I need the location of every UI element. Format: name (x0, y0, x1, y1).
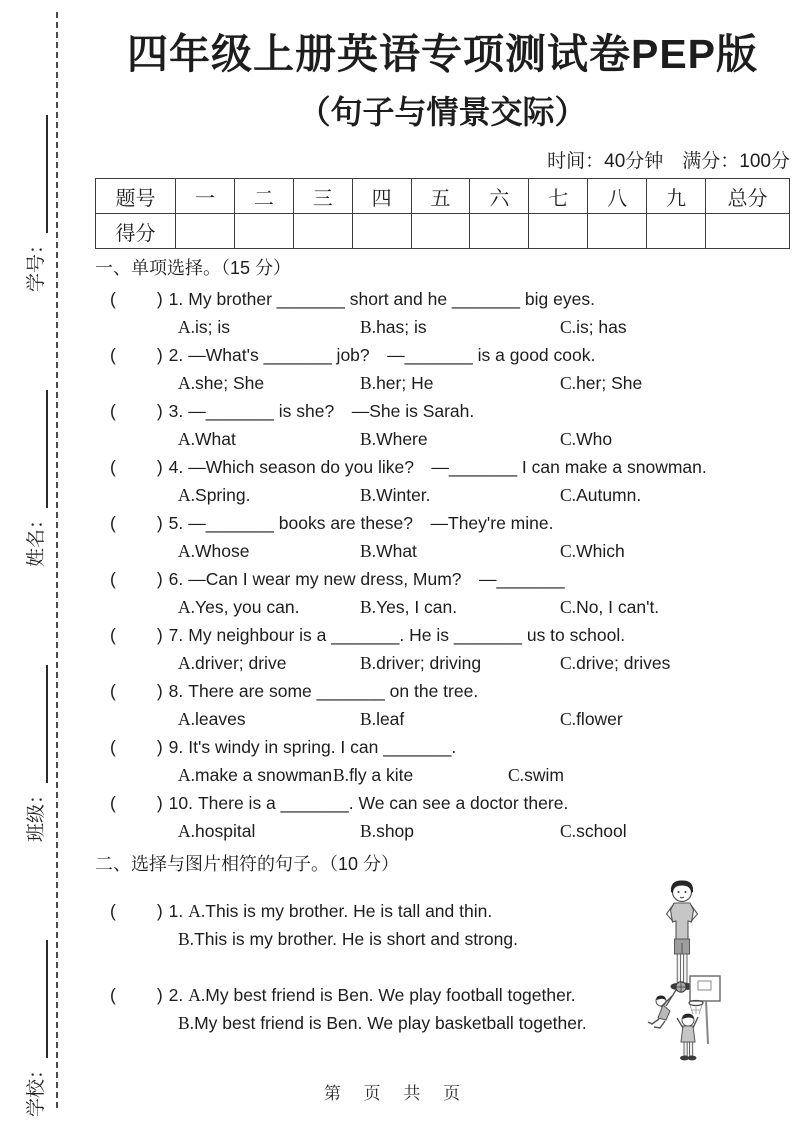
class-label: 班级： (26, 785, 47, 843)
answer-paren: ( ) (110, 513, 165, 533)
option-c: C.is; has (560, 317, 627, 337)
name-blank-line (44, 390, 48, 508)
option-a: A.make a snowman (178, 765, 333, 785)
option-a: A.hospital (178, 821, 256, 841)
option-c: C.No, I can't. (560, 597, 660, 617)
question-6 (95, 565, 790, 621)
score-cell (176, 214, 235, 249)
question-5 (95, 509, 790, 565)
option-b: B.has; is (360, 317, 427, 337)
question-number: 1. (168, 289, 184, 309)
question-number: 4. (168, 457, 184, 477)
option-a: A.This is my brother. He is tall and thin. (188, 901, 493, 921)
score-cell (352, 214, 411, 249)
answer-paren: ( ) (110, 681, 165, 701)
class-blank-line (44, 665, 48, 783)
score-cell (529, 214, 588, 249)
option-b: B.leaf (360, 709, 405, 729)
score-header-cell: 三 (293, 179, 352, 214)
section1-heading: 一、单项选择。（15 分） (95, 258, 292, 278)
question-3 (95, 397, 790, 453)
option-c: C.Which (560, 541, 625, 561)
time-score-info: 时间：40分钟 满分：100分 (547, 151, 790, 172)
score-header-cell: 题号 (96, 179, 176, 214)
score-header-cell: 五 (411, 179, 470, 214)
option-a: A.Yes, you can. (178, 597, 300, 617)
option-a: A.is; is (178, 317, 231, 337)
page-footer: 第 页 共 页 (323, 1084, 470, 1103)
question-number: 5. (168, 513, 184, 533)
option-a: A.leaves (178, 709, 246, 729)
answer-paren: ( ) (110, 457, 165, 477)
score-table (95, 178, 790, 249)
score-cell (293, 214, 352, 249)
score-header-cell: 九 (647, 179, 706, 214)
question-text: My neighbour is a _______. He is _______ us to school. (188, 625, 626, 645)
option-c: C.flower (560, 709, 623, 729)
answer-paren: ( ) (110, 289, 165, 309)
question-number: 1. (168, 901, 184, 921)
option-c: C.Autumn. (560, 485, 642, 505)
option-a: A.driver; drive (178, 653, 287, 673)
question-text: —_______ books are these? —They're mine. (188, 513, 554, 533)
question-number: 7. (168, 625, 184, 645)
question-number: 3. (168, 401, 184, 421)
score-cell (411, 214, 470, 249)
score-header-cell: 一 (176, 179, 235, 214)
option-c: C.her; She (560, 373, 643, 393)
option-b: B.shop (360, 821, 415, 841)
score-header-cell: 总分 (706, 179, 790, 214)
question-text: There are some _______ on the tree. (188, 681, 479, 701)
score-cell (647, 214, 706, 249)
question-text: —_______ is she? —She is Sarah. (188, 401, 475, 421)
option-b: B.This is my brother. He is short and strong. (178, 929, 518, 949)
question-number: 6. (168, 569, 184, 589)
option-b: B.Yes, I can. (360, 597, 458, 617)
answer-paren: ( ) (110, 737, 165, 757)
question-7 (95, 621, 790, 677)
student-id-blank-line (44, 115, 48, 233)
sidebar-field-student-id (21, 115, 48, 292)
question-number: 8. (168, 681, 184, 701)
option-b: B.What (360, 541, 417, 561)
margin-dashed-line (56, 12, 58, 1108)
option-b: B.Where (360, 429, 428, 449)
question-number: 10. (168, 793, 193, 813)
student-info-margin (8, 101, 48, 1131)
answer-paren: ( ) (110, 625, 165, 645)
page-title: 四年级上册英语专项测试卷PEP版 (126, 31, 759, 77)
score-table-score-row (96, 214, 790, 249)
option-c: C.school (560, 821, 627, 841)
score-cell (588, 214, 647, 249)
option-b: B.fly a kite (333, 765, 414, 785)
answer-paren: ( ) (110, 901, 165, 921)
score-cell (706, 214, 790, 249)
question-number: 2. (168, 985, 184, 1005)
question-text: —Which season do you like? —_______ I can make a snowman. (188, 457, 707, 477)
score-header-cell: 四 (352, 179, 411, 214)
question-4 (95, 453, 790, 509)
kids-playing-basketball-image (646, 974, 724, 1069)
answer-paren: ( ) (110, 345, 165, 365)
score-table-header-row (96, 179, 790, 214)
score-header-cell: 二 (234, 179, 293, 214)
option-c: C.Who (560, 429, 613, 449)
question-8 (95, 677, 790, 733)
question-text: —Can I wear my new dress, Mum? —_______ (188, 569, 565, 589)
section2 (95, 853, 790, 1037)
option-a: A.My best friend is Ben. We play football together. (188, 985, 576, 1005)
option-b: B.My best friend is Ben. We play basketball together. (178, 1013, 587, 1033)
option-b: B.Winter. (360, 485, 431, 505)
option-a: A.Whose (178, 541, 250, 561)
option-a: A.Spring. (178, 485, 251, 505)
option-a: A.What (178, 429, 236, 449)
option-b: B.her; He (360, 373, 434, 393)
question-1 (95, 285, 790, 341)
question-10 (95, 789, 790, 845)
option-b: B.driver; driving (360, 653, 482, 673)
paper-body (95, 0, 790, 1037)
sidebar-field-class (21, 665, 48, 842)
question-number: 2. (168, 345, 184, 365)
answer-paren: ( ) (110, 985, 165, 1005)
question-9 (95, 733, 790, 789)
school-blank-line (44, 940, 48, 1058)
question-number: 9. (168, 737, 184, 757)
answer-paren: ( ) (110, 793, 165, 813)
score-header-cell: 六 (470, 179, 529, 214)
score-header-cell: 八 (588, 179, 647, 214)
question-text: There is a _______. We can see a doctor there. (197, 793, 569, 813)
answer-paren: ( ) (110, 569, 165, 589)
option-a: A.she; She (178, 373, 265, 393)
question-text: It's windy in spring. I can _______. (188, 737, 457, 757)
score-header-cell: 七 (529, 179, 588, 214)
page-subtitle: （句子与情景交际） (298, 94, 587, 130)
section2-heading: 二、选择与图片相符的句子。（10 分） (95, 854, 400, 874)
option-c: C.drive; drives (560, 653, 671, 673)
question-2 (95, 341, 790, 397)
answer-paren: ( ) (110, 401, 165, 421)
question-text: My brother _______ short and he _______ big eyes. (188, 289, 595, 309)
name-label: 姓名： (26, 510, 47, 568)
sidebar-field-name (21, 390, 48, 567)
score-cell (470, 214, 529, 249)
score-row-label: 得分 (96, 214, 176, 249)
school-label: 学校： (26, 1059, 47, 1117)
student-id-label: 学号： (26, 235, 47, 293)
score-cell (234, 214, 293, 249)
question-text: —What's _______ job? —_______ is a good cook. (188, 345, 596, 365)
option-c: C.swim (508, 765, 564, 785)
